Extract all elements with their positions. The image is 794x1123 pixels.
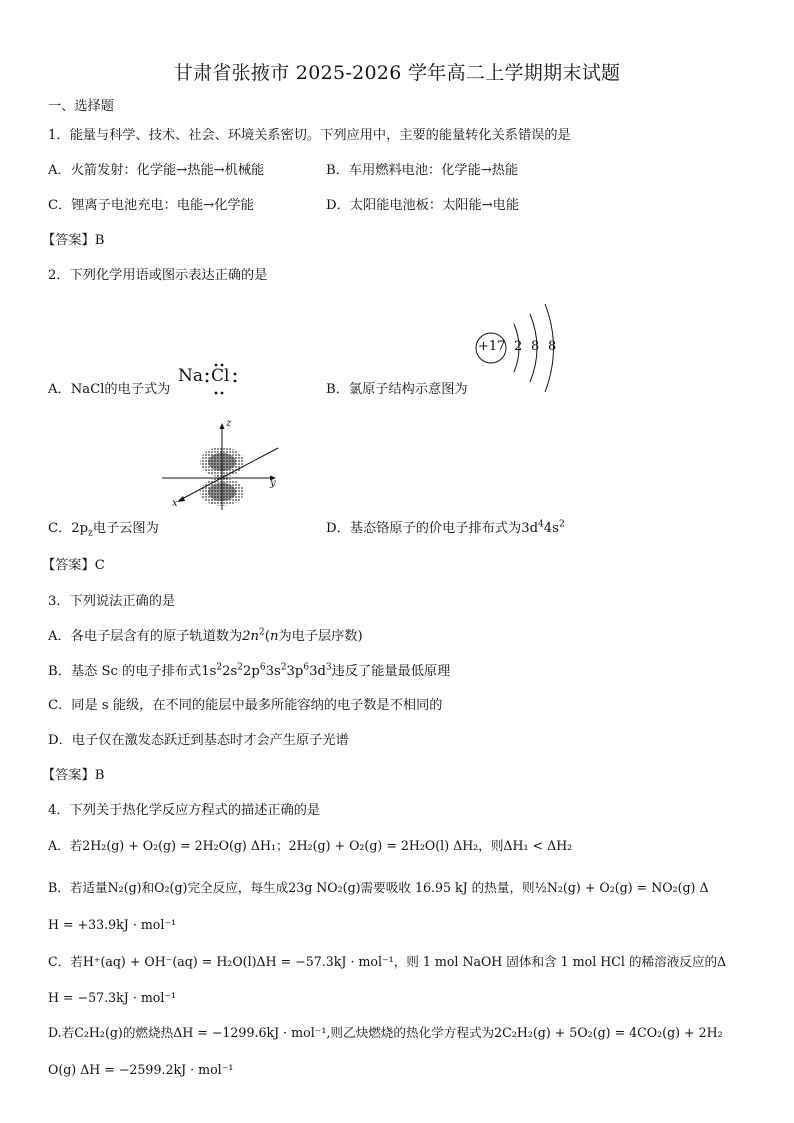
z-axis-label: z (226, 418, 232, 429)
q1-stem: 1．能量与科学、技术、社会、环境关系密切。下列应用中，主要的能量转化关系错误的是 (48, 128, 571, 143)
orbital-electrons-5: 3 (325, 662, 332, 673)
orbital-electrons-4: 6 (303, 662, 310, 673)
q3-option-b: B．基态 Sc 的电子排布式$1s^22s^22p^63s^23p^63d^3$违反了能量最低原理 (48, 662, 451, 679)
q1-option-c: C．锂离子电池充电：电能→化学能 (48, 198, 254, 213)
nucleus-charge: +17 (478, 339, 506, 354)
x-axis-label: x (172, 498, 178, 509)
q4-option-d-line1: D.若C₂H₂(g)的燃烧热ΔH = −1299.6kJ · mol⁻¹,则乙炔燃烧的热化学方程式为2C₂H₂(g) + 5O₂(g) = 4CO₂(g) + 2H₂ (48, 1025, 723, 1040)
q2-option-b: B．氯原子结构示意图为 (326, 382, 468, 397)
q4-option-d-line2: O(g) ΔH = −2599.2kJ · mol⁻¹ (48, 1062, 234, 1077)
shell-2-count: 8 (531, 339, 540, 354)
shell-3-count: 8 (548, 339, 557, 354)
q2-option-d: D．基态铬原子的价电子排布式为$3d^44s^2$ (326, 519, 565, 536)
orbital-1: 2s (222, 664, 238, 679)
electron-dots (178, 362, 248, 398)
q4-stem: 4．下列关于热化学反应方程式的描述正确的是 (48, 803, 321, 818)
q4-option-a: A．若2H₂(g) + O₂(g) = 2H₂O(g) ΔH₁；2H₂(g) + O₂(g) = 2H₂O(l) ΔH₂，则ΔH₁ < ΔH₂ (48, 838, 573, 853)
orbital-electrons-1: 2 (237, 662, 243, 673)
2pz-electron-cloud-diagram (160, 418, 285, 513)
q2-answer: 【答案】C (42, 558, 105, 573)
q4-option-c-line1: C．若H⁺(aq) + OH⁻(aq) = H₂O(l)ΔH = −57.3kJ · mol⁻¹，则 1 mol NaOH 固体和含 1 mol HCl 的稀溶液反应的Δ (48, 954, 727, 969)
sc-electron-config (201, 664, 331, 679)
orbital-3: 3s (265, 664, 281, 679)
orbital-electrons-3: 2 (280, 662, 287, 673)
q3-option-a: A．各电子层含有的原子轨道数为$2n^2(n$为电子层序数) (48, 627, 363, 644)
q1-answer: 【答案】B (42, 233, 105, 248)
page-title: 甘肃省张掖市 2025-2026 学年高二上学期期末试题 (173, 62, 621, 84)
q4-option-b-line2: H = +33.9kJ · mol⁻¹ (48, 917, 177, 932)
shell-1-count: 2 (514, 339, 523, 354)
orbital-electrons-0: 2 (216, 662, 223, 673)
cl-symbol: Cl (211, 366, 230, 386)
q3-stem: 3．下列说法正确的是 (48, 594, 176, 609)
q4-option-b-line1: B．若适量N₂(g)和O₂(g)完全反应，每生成23g NO₂(g)需要吸收 16.95 kJ 的热量，则½N₂(g) + O₂(g) = NO₂(g) Δ (48, 880, 709, 895)
orbital-0: 1s (201, 664, 217, 679)
nacl-electron-formula (178, 362, 248, 398)
orbital-4: 3p (286, 664, 304, 679)
section-heading: 一、选择题 (48, 99, 114, 114)
chlorine-atom-diagram (474, 302, 564, 394)
q2-stem: 2．下列化学用语或图示表达正确的是 (48, 268, 268, 283)
q3-option-c: C．同是 s 能级，在不同的能层中最多所能容纳的电子数是不相同的 (48, 698, 443, 713)
na-symbol: Na (178, 366, 204, 386)
orbital-5: 3d (309, 664, 326, 679)
q1-option-a: A．火箭发射：化学能→热能→机械能 (48, 163, 265, 178)
q3-option-d: D．电子仅在激发态跃迁到基态时才会产生原子光谱 (48, 733, 349, 748)
q2-option-c: C．$2p_z$电子云图为 (48, 521, 159, 539)
y-axis-label: y (270, 478, 276, 489)
orbital-electrons-2: 6 (259, 662, 266, 673)
q4-option-c-line2: H = −57.3kJ · mol⁻¹ (48, 990, 177, 1005)
q1-option-d: D．太阳能电池板：太阳能→电能 (326, 198, 520, 213)
q3-answer: 【答案】B (42, 768, 105, 783)
orbital-2: 2p (243, 664, 260, 679)
q2-option-a: A．NaCl的电子式为 (48, 382, 171, 397)
q1-option-b: B．车用燃料电池：化学能→热能 (326, 163, 519, 178)
